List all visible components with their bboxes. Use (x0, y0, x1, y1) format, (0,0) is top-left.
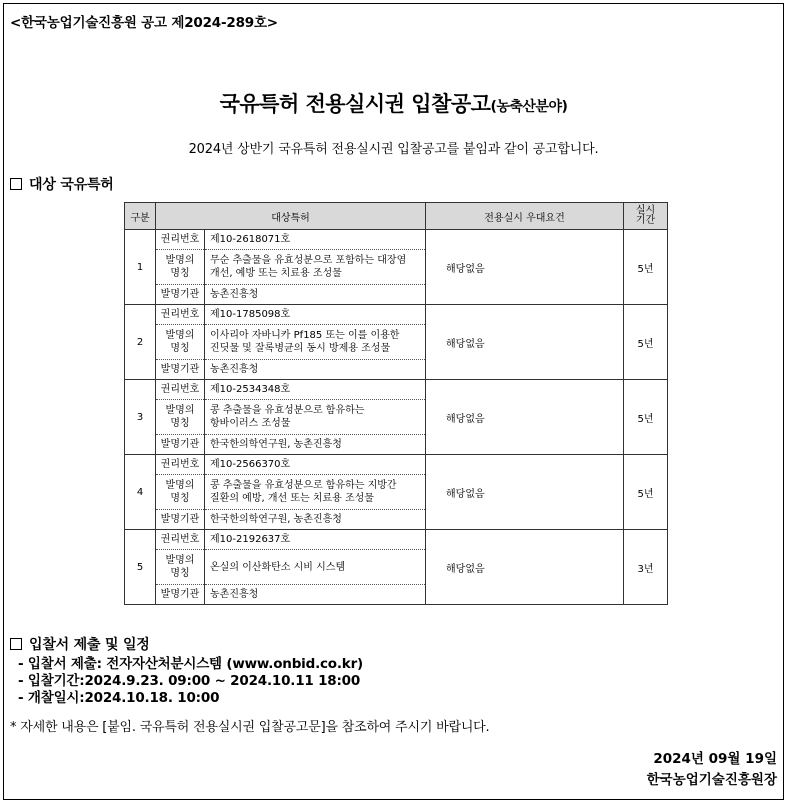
label-right-number: 권리번호 (156, 305, 205, 325)
row-number: 5 (125, 530, 156, 605)
license-period: 3년 (624, 530, 668, 605)
label-invention-name (156, 550, 205, 585)
label-organization: 발명기관 (156, 510, 205, 530)
label-organization: 발명기관 (156, 360, 205, 380)
label-name-line1: 발명의 (165, 405, 195, 416)
invention-name (205, 550, 426, 585)
right-number: 제10-2534348호 (205, 380, 426, 400)
license-period: 5년 (624, 230, 668, 305)
schedule-opening: - 개찰일시:2024.10.18. 10:00 (18, 690, 220, 706)
label-name-line1: 발명의 (165, 480, 195, 491)
label-invention-name (156, 325, 205, 360)
priority-condition: 해당없음 (426, 305, 624, 380)
invention-organization: 한국한의학연구원, 농촌진흥청 (205, 510, 426, 530)
priority-condition: 해당없음 (426, 530, 624, 605)
intro-text: 2024년 상반기 국유특허 전용실시권 입찰공고를 붙임과 같이 공고합니다. (188, 142, 599, 157)
label-right-number: 권리번호 (156, 530, 205, 550)
header-period (624, 203, 668, 230)
checkbox-square-icon (10, 638, 22, 650)
table-row (125, 530, 668, 550)
table-row (125, 305, 668, 325)
schedule-submission: - 입찰서 제출: 전자자산처분시스템 (www.onbid.co.kr) (18, 656, 364, 672)
invention-name-line1: 온실의 이산화탄소 시비 시스템 (210, 561, 346, 573)
right-number: 제10-2566370호 (205, 455, 426, 475)
reference-note: * 자세한 내용은 [붙임. 국유특허 전용실시권 입찰공고문]을 참조하여 주시기 바랍니다. (10, 720, 490, 735)
header-period-line2: 기간 (635, 215, 656, 226)
label-name-line1: 발명의 (165, 555, 195, 566)
license-period: 5년 (624, 455, 668, 530)
invention-name-line1: 콩 추출물을 유효성분으로 함유하는 (210, 405, 365, 416)
section-heading-text: 대상 국유특허 (29, 177, 114, 193)
right-number: 제10-2192637호 (205, 530, 426, 550)
table-row (125, 455, 668, 475)
invention-name-line1: 무순 추출물을 유효성분으로 포함하는 대장염 (210, 255, 407, 266)
priority-condition: 해당없음 (426, 380, 624, 455)
table-row (125, 380, 668, 400)
section-target-patents-heading (10, 174, 114, 194)
label-right-number: 권리번호 (156, 230, 205, 250)
label-name-line2: 명칭 (170, 568, 190, 579)
header-num: 구분 (125, 203, 156, 230)
notice-page (3, 3, 784, 800)
label-organization: 발명기관 (156, 585, 205, 605)
label-organization: 발명기관 (156, 435, 205, 455)
label-invention-name (156, 400, 205, 435)
header-condition: 전용실시 우대요건 (426, 203, 624, 230)
notice-number: <한국농업기술진흥원 공고 제2024-289호> (10, 15, 278, 31)
row-number: 1 (125, 230, 156, 305)
row-number: 2 (125, 305, 156, 380)
row-number: 4 (125, 455, 156, 530)
label-invention-name (156, 475, 205, 510)
schedule-bid-period: - 입찰기간:2024.9.23. 09:00 ~ 2024.10.11 18:00 (18, 673, 361, 689)
header-patent: 대상특허 (156, 203, 426, 230)
issuer-name: 한국농업기술진흥원장 (646, 772, 777, 788)
invention-organization: 농촌진흥청 (205, 285, 426, 305)
header-period-line1: 실시 (635, 205, 656, 216)
checkbox-square-icon (10, 178, 22, 190)
label-name-line2: 명칭 (170, 418, 190, 429)
table-header-row (125, 203, 668, 230)
label-name-line1: 발명의 (165, 330, 195, 341)
label-name-line2: 명칭 (170, 493, 190, 504)
invention-organization: 농촌진흥청 (205, 585, 426, 605)
patent-table (124, 202, 668, 605)
notice-date: 2024년 09월 19일 (653, 751, 777, 767)
license-period: 5년 (624, 380, 668, 455)
section-schedule-heading (10, 634, 150, 654)
label-right-number: 권리번호 (156, 455, 205, 475)
right-number: 제10-2618071호 (205, 230, 426, 250)
table-row (125, 230, 668, 250)
label-name-line2: 명칭 (170, 343, 190, 354)
invention-organization: 농촌진흥청 (205, 360, 426, 380)
right-number: 제10-1785098호 (205, 305, 426, 325)
invention-name-line2: 진딧물 및 잘록병균의 동시 방제용 조성물 (210, 343, 391, 354)
label-right-number: 권리번호 (156, 380, 205, 400)
priority-condition: 해당없음 (426, 455, 624, 530)
invention-name (205, 400, 426, 435)
invention-name (205, 325, 426, 360)
label-name-line1: 발명의 (165, 255, 195, 266)
invention-name-line2: 개선, 예방 또는 치료용 조성물 (210, 268, 342, 279)
label-name-line2: 명칭 (170, 268, 190, 279)
invention-name (205, 250, 426, 285)
section-heading-text: 입찰서 제출 및 일정 (29, 637, 150, 653)
label-organization: 발명기관 (156, 285, 205, 305)
license-period: 5년 (624, 305, 668, 380)
title-sub: (농축산분야) (490, 99, 568, 115)
invention-name (205, 475, 426, 510)
label-invention-name (156, 250, 205, 285)
invention-name-line1: 이사리아 자바니카 Pf185 또는 이를 이용한 (210, 330, 400, 341)
invention-organization: 한국한의학연구원, 농촌진흥청 (205, 435, 426, 455)
priority-condition: 해당없음 (426, 230, 624, 305)
invention-name-line2: 질환의 예방, 개선 또는 치료용 조성물 (210, 493, 374, 504)
invention-name-line1: 콩 추출물을 유효성분으로 함유하는 지방간 (210, 480, 397, 491)
row-number: 3 (125, 380, 156, 455)
invention-name-line2: 항바이러스 조성물 (210, 418, 291, 429)
title-main: 국유특허 전용실시권 입찰공고 (219, 92, 491, 116)
page-title (4, 88, 783, 118)
